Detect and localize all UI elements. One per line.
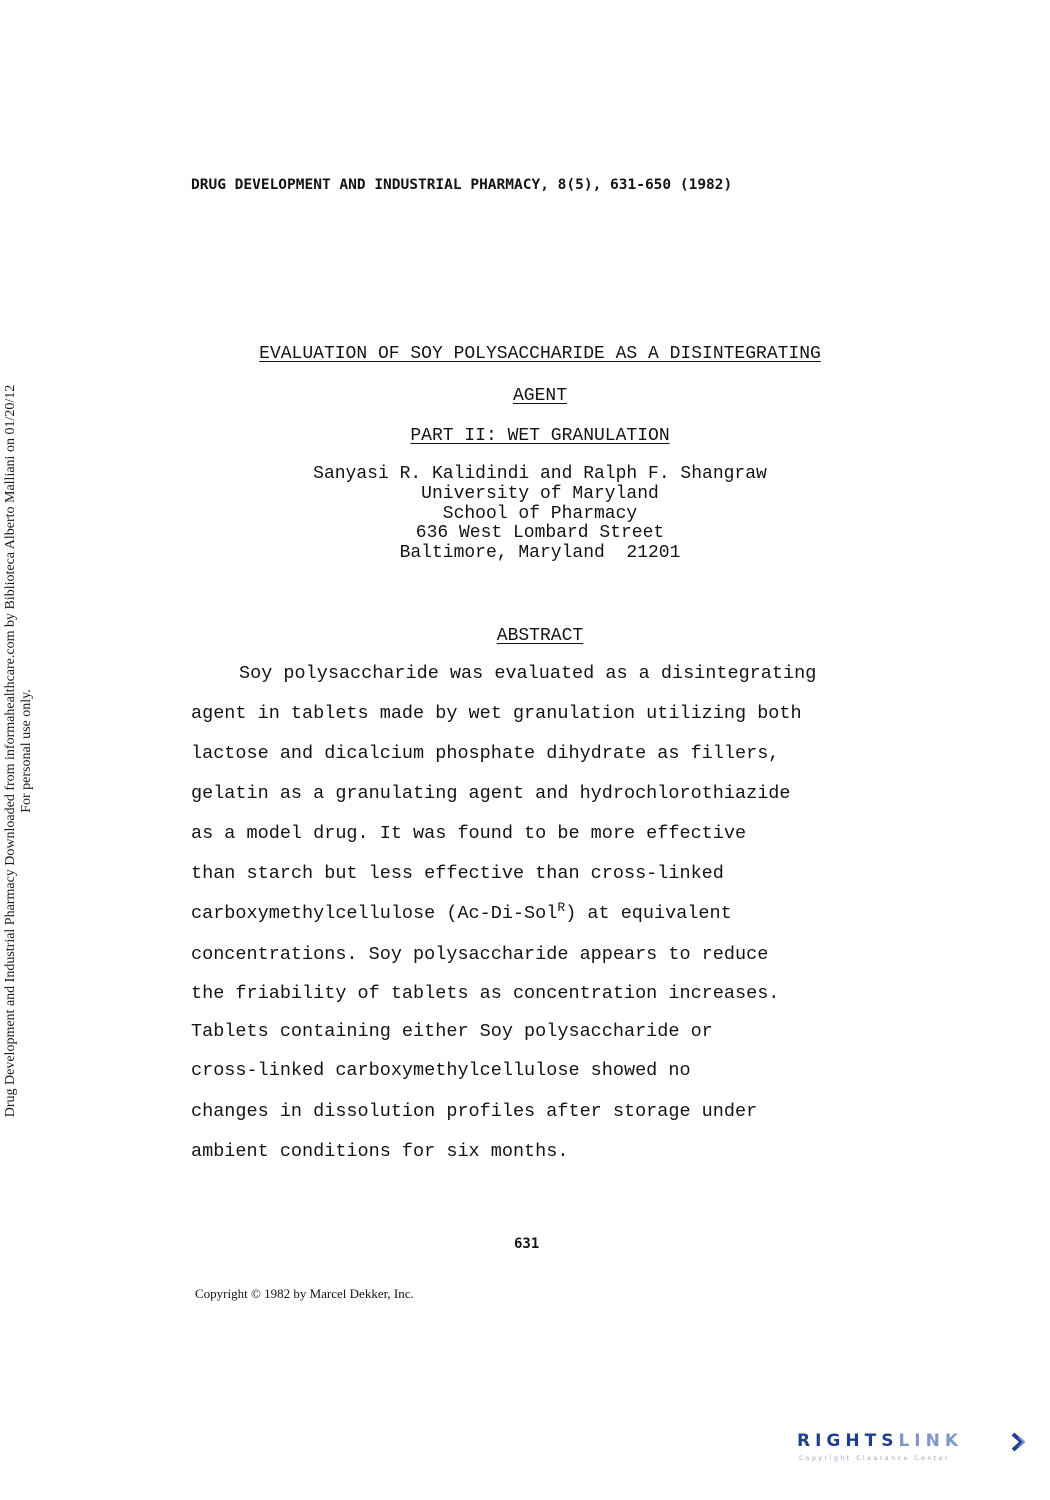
rightslink-logo[interactable]	[797, 1431, 1037, 1471]
abstract-line: Soy polysaccharide was evaluated as a disintegrating	[239, 663, 817, 684]
affiliation-line: Baltimore, Maryland 21201	[399, 543, 681, 564]
abstract-line-text: carboxymethylcellulose (Ac-Di-Sol	[191, 903, 558, 924]
abstract-line: the friability of tablets as concentration increases.	[191, 983, 780, 1004]
rightslink-subtitle: Copyright Clearance Center	[799, 1455, 951, 1462]
abstract-line: than starch but less effective than cross-linked	[191, 863, 724, 884]
article-title-line-1	[0, 344, 1050, 364]
chevron-right-icon	[1009, 1432, 1029, 1452]
affiliation-line: University of Maryland	[421, 483, 659, 504]
download-watermark	[3, 311, 53, 1191]
abstract-heading	[0, 626, 1050, 646]
abstract-line: ambient conditions for six months.	[191, 1141, 569, 1162]
copyright-notice: Copyright © 1982 by Marcel Dekker, Inc.	[195, 1286, 414, 1301]
abstract-line: gelatin as a granulating agent and hydrochlorothiazide	[191, 783, 791, 804]
article-part-title	[0, 426, 1050, 446]
rightslink-wordmark	[797, 1431, 963, 1451]
abstract-line: Tablets containing either Soy polysaccharide or	[191, 1021, 713, 1042]
abstract-line: cross-linked carboxymethylcellulose showed no	[191, 1060, 691, 1081]
author-names: Sanyasi R. Kalidindi and Ralph F. Shangraw	[313, 464, 767, 484]
journal-citation-header: DRUG DEVELOPMENT AND INDUSTRIAL PHARMACY, 8(5), 631-650 (1982)	[191, 177, 733, 193]
download-watermark-line-2: For personal use only.	[19, 689, 34, 813]
abstract-heading-text: ABSTRACT	[496, 626, 584, 646]
article-title-text-2: AGENT	[512, 386, 567, 406]
author-block	[0, 465, 1050, 564]
registered-superscript: R	[557, 900, 566, 915]
rightslink-link-text: LINK	[898, 1431, 963, 1451]
article-title-text-1: EVALUATION OF SOY POLYSACCHARIDE AS A DISINTEGRATING	[259, 344, 821, 364]
abstract-line	[191, 900, 732, 924]
article-part-title-text: PART II: WET GRANULATION	[410, 426, 670, 446]
download-watermark-line-1: Drug Development and Industrial Pharmacy Downloaded from informahealthcare.com by Biblioteca Alberto Malliani on 01/20/12	[3, 384, 18, 1118]
rightslink-rights-text: RIGHTS	[797, 1431, 899, 1451]
affiliation-line: School of Pharmacy	[442, 503, 638, 524]
article-title-line-2	[0, 386, 1050, 406]
abstract-line: as a model drug. It was found to be more effective	[191, 823, 747, 844]
abstract-line: lactose and dicalcium phosphate dihydrate as fillers,	[191, 743, 780, 764]
abstract-line: concentrations. Soy polysaccharide appears to reduce	[191, 944, 769, 965]
affiliation-line: 636 West Lombard Street	[415, 523, 665, 544]
page-number: 631	[514, 1236, 540, 1252]
abstract-line-suffix: ) at equivalent	[565, 903, 732, 924]
abstract-line: changes in dissolution profiles after storage under	[191, 1101, 758, 1122]
abstract-line: agent in tablets made by wet granulation utilizing both	[191, 703, 802, 724]
